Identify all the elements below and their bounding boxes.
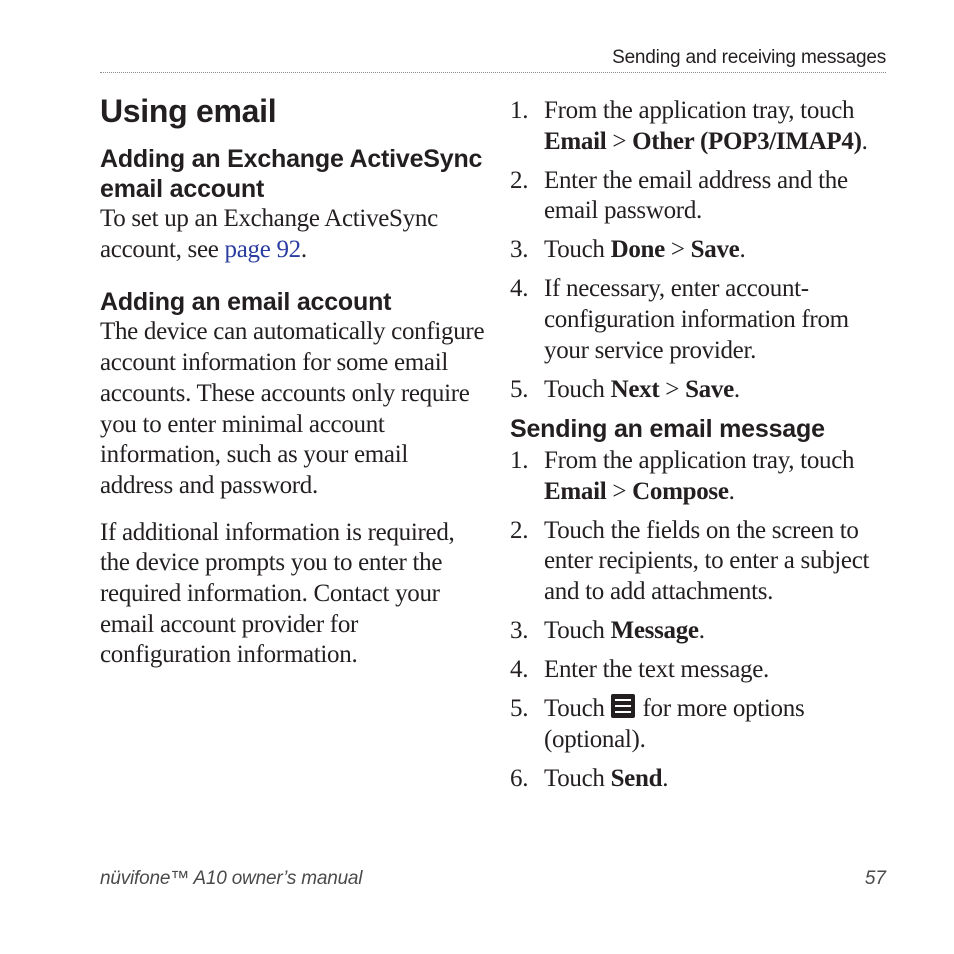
step-number: 5. bbox=[510, 375, 529, 403]
step-text: for more options (optional). bbox=[544, 694, 805, 753]
add-account-steps bbox=[510, 96, 890, 406]
menu-icon bbox=[611, 694, 635, 718]
list-item bbox=[510, 655, 890, 686]
step-bold: Compose bbox=[632, 477, 729, 505]
step-bold: Next bbox=[610, 375, 660, 403]
step-number: 4. bbox=[510, 275, 529, 303]
running-header: Sending and receiving messages bbox=[612, 47, 886, 68]
step-number: 2. bbox=[510, 516, 529, 544]
step-bold: Done bbox=[610, 236, 665, 264]
list-item bbox=[510, 375, 890, 406]
step-text: Touch bbox=[544, 616, 611, 644]
list-item bbox=[510, 96, 890, 157]
step-number: 3. bbox=[510, 236, 529, 264]
right-column bbox=[510, 96, 890, 803]
step-number: 1. bbox=[510, 97, 529, 124]
step-text: > bbox=[606, 127, 633, 155]
step-text: Touch bbox=[544, 694, 611, 722]
step-text: Enter the email address and the email password. bbox=[544, 166, 848, 225]
step-bold: Save bbox=[690, 236, 740, 264]
send-heading: Sending an email message bbox=[510, 414, 825, 443]
step-text: Touch bbox=[544, 375, 611, 403]
step-number: 6. bbox=[510, 764, 529, 792]
page-title: Using email bbox=[100, 93, 277, 129]
step-text: . bbox=[861, 127, 868, 155]
list-item bbox=[510, 274, 890, 366]
step-text: . bbox=[662, 764, 669, 792]
list-item bbox=[510, 166, 890, 227]
step-text: Touch bbox=[544, 236, 611, 264]
left-column bbox=[100, 92, 485, 671]
step-text: > bbox=[659, 375, 686, 403]
list-item bbox=[510, 446, 890, 507]
footer-manual-title: nüvifone™ A10 owner’s manual bbox=[100, 868, 363, 889]
step-text: From the application tray, touch bbox=[544, 446, 855, 474]
step-text: Touch the fields on the screen to enter recipients, to enter a subject and to add attachments. bbox=[544, 516, 870, 605]
email-account-paragraph-1: The device can automatically configure account information for some email accounts. These accounts only require you to enter minimal account information, such as your email address and password. bbox=[100, 318, 485, 499]
step-text: . bbox=[728, 477, 735, 505]
step-text: From the application tray, touch bbox=[544, 97, 855, 124]
step-text: > bbox=[606, 477, 633, 505]
footer-page-number: 57 bbox=[864, 868, 886, 889]
step-number: 4. bbox=[510, 655, 529, 683]
header-divider bbox=[100, 72, 886, 73]
exchange-paragraph bbox=[100, 204, 485, 265]
step-text: Touch bbox=[544, 764, 611, 792]
step-text: Enter the text message. bbox=[544, 655, 769, 683]
list-item bbox=[510, 616, 890, 647]
exchange-text-end: . bbox=[300, 235, 307, 263]
step-number: 5. bbox=[510, 694, 529, 722]
step-bold: Email bbox=[544, 477, 607, 505]
step-text: . bbox=[739, 236, 746, 264]
step-bold: Other (POP3/IMAP4) bbox=[632, 127, 862, 155]
step-number: 1. bbox=[510, 446, 529, 474]
exchange-heading: Adding an Exchange ActiveSync email account bbox=[100, 145, 483, 203]
list-item bbox=[510, 764, 890, 795]
step-text: > bbox=[664, 236, 691, 264]
list-item bbox=[510, 516, 890, 608]
list-item bbox=[510, 235, 890, 266]
step-bold: Send bbox=[610, 764, 663, 792]
step-text: If necessary, enter account-configuration information from your service provider. bbox=[544, 275, 849, 364]
email-account-heading: Adding an email account bbox=[100, 288, 392, 317]
step-number: 3. bbox=[510, 616, 529, 644]
step-text: . bbox=[698, 616, 705, 644]
email-account-paragraph-2: If additional information is required, the device prompts you to enter the required information. Contact your email account provider for configuration information. bbox=[100, 518, 455, 669]
exchange-text: To set up an Exchange ActiveSync account, see bbox=[100, 205, 438, 263]
list-item bbox=[510, 694, 890, 755]
step-bold: Save bbox=[685, 375, 734, 403]
step-text: . bbox=[733, 375, 740, 403]
send-message-steps bbox=[510, 446, 890, 795]
page-92-link[interactable]: page 92 bbox=[224, 235, 301, 263]
step-number: 2. bbox=[510, 166, 529, 194]
step-bold: Email bbox=[544, 127, 607, 155]
step-bold: Message bbox=[610, 616, 699, 644]
